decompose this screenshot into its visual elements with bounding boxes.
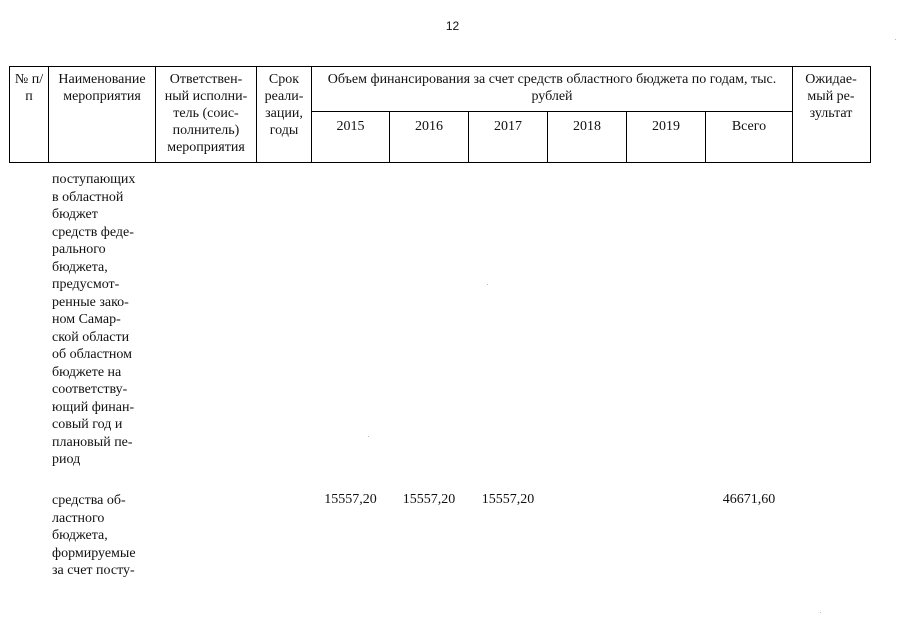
scan-speck [895,39,896,40]
header-year-2019: 2019 [652,119,680,134]
header-number: № п/п [14,72,44,104]
value-2017: 15557,20 [481,492,535,507]
scan-speck [820,612,821,613]
header-col-line [48,66,49,163]
header-year-2016: 2016 [415,119,443,134]
header-col-line [311,66,312,163]
value-total: 46671,60 [722,492,776,507]
header-top-border [9,66,870,67]
value-2015: 15557,20 [324,492,377,507]
header-year-2015: 2015 [336,119,365,134]
header-col-line [256,66,257,163]
scan-speck [368,436,369,437]
header-col-line [9,66,10,163]
header-year-2018: 2018 [573,119,601,134]
row-name-cell: поступающих в областной бюджет средств феде- рального бюджета, предусмот- ренные зако- ном Самар- ской области об областном бюджете на соответству- ющий финан- совый год и плановый пе- риод [52,172,136,467]
header-period: Срок реали-зации, годы [264,72,304,138]
header-responsible: Ответствен-ный исполни-тель (соис-полнитель) мероприятия [164,72,248,155]
header-col-line [155,66,156,163]
header-name: Наименование мероприятия [58,72,146,104]
header-total: Всего [731,119,767,134]
row-name-cell: средства об- ластного бюджета, формируемые за счет посту- [52,493,136,578]
page-number: 12 [445,19,460,33]
header-col-line [792,66,793,163]
header-col-line [870,66,871,163]
scan-speck [487,284,488,285]
header-bottom-border [9,162,870,163]
header-years-divider [311,111,792,112]
header-year-2017: 2017 [494,119,522,134]
value-2016: 15557,20 [402,492,456,507]
header-financing: Объем финансирования за счет средств областного бюджета по годам, тыс. рублей [327,72,777,104]
header-result: Ожидае-мый ре-зультат [805,72,857,121]
